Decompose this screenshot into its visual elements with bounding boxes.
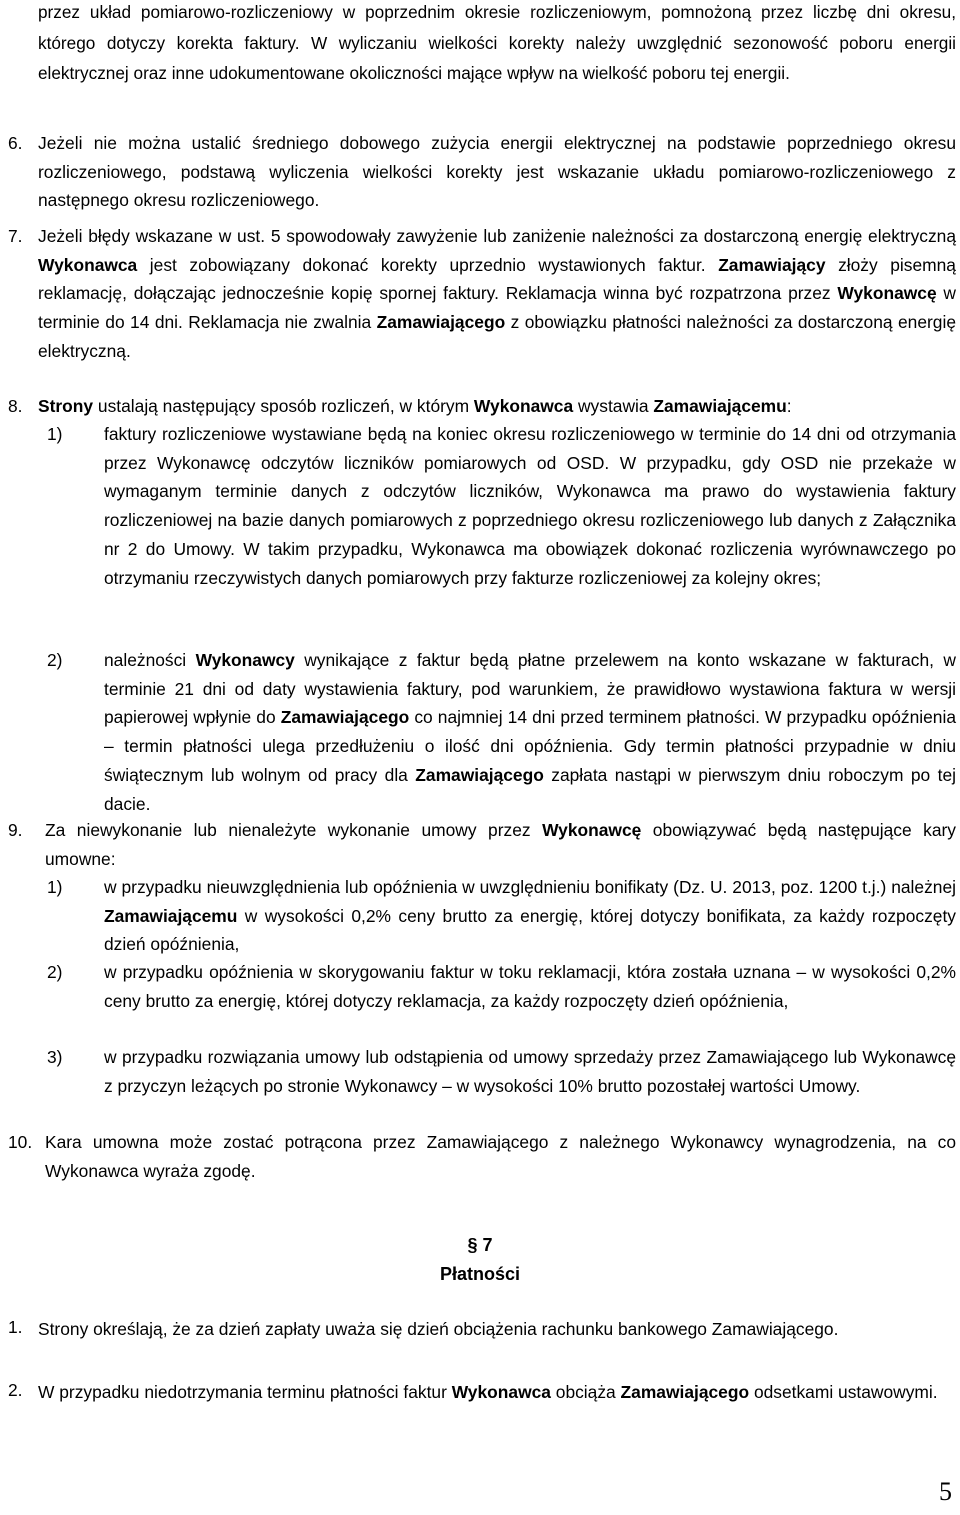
paragraph-8-item-2-number: 2) — [47, 650, 63, 670]
paragraph-9-item-3: w przypadku rozwiązania umowy lub odstąpienia od umowy sprzedaży przez Zamawiającego lub Wykonawcę z przyczyn leżących po stronie Wykonawcy – w wysokości 10% brutto pozostałej wartości Umowy. — [104, 1047, 956, 1096]
section-paragraph-2: W przypadku niedotrzymania terminu płatności faktur Wykonawca obciąża Zamawiającego odsetkami ustawowymi. — [38, 1382, 938, 1402]
paragraph-9-item-3-number: 3) — [47, 1047, 63, 1067]
section-title: Płatności — [439, 1264, 521, 1284]
section-number: § 7 — [467, 1235, 493, 1255]
paragraph-9-item-1-number: 1) — [47, 877, 63, 897]
paragraph-10: Kara umowna może zostać potrącona przez Zamawiającego z należnego Wykonawcy wynagrodzenia, na co Wykonawca wyraża zgodę. — [45, 1132, 956, 1181]
paragraph-10-number: 10. — [8, 1132, 33, 1152]
paragraph-8-item-1: faktury rozliczeniowe wystawiane będą na koniec okresu rozliczeniowego w terminie do 14 dni od otrzymania przez Wykonawcę odczytów liczników pomiarowych od OSD. W przypadku, gdy OSD nie przekaże w wymaganym terminie danych z odczytów liczników, Wykonawca ma prawo do wystawienia faktury rozliczeniowej na bazie danych pomiarowych z poprzedniego okresu rozliczeniowego lub danych z Załącznika nr 2 do Umowy. W takim przypadku, Wykonawca ma obowiązek dokonać rozliczenia wyrównawczego po otrzymaniu rzeczywistych danych pomiarowych przy fakturze rozliczeniowej za kolejny okres; — [104, 424, 956, 588]
paragraph-6-number: 6. — [8, 133, 23, 153]
paragraph-9-item-1: w przypadku nieuwzględnienia lub opóźnienia w uwzględnieniu bonifikaty (Dz. U. 2013, poz. 1200 t.j.) należnej Zamawiającemu w wysokości 0,2% ceny brutto za energię, której dotyczy bonifikata, za każdy rozpoczęty dzień opóźnienia, — [104, 877, 956, 955]
paragraph-9-number: 9. — [8, 820, 23, 840]
paragraph-9-item-2: w przypadku opóźnienia w skorygowaniu faktur w toku reklamacji, która została uznana – w wysokości 0,2% ceny brutto za energię, której dotyczy reklamacja, za każdy rozpoczęty dzień opóźnienia, — [104, 962, 956, 1011]
paragraph-6: Jeżeli nie można ustalić średniego dobowego zużycia energii elektrycznej na podstawie poprzedniego okresu rozliczeniowego, podstawą wyliczenia wielkości korekty jest wskazanie układu pomiarowo-rozliczeniowego z następnego okresu rozliczeniowego. — [38, 133, 956, 211]
paragraph-8-number: 8. — [8, 396, 23, 416]
section-paragraph-1-number: 1. — [8, 1317, 23, 1337]
paragraph-8: Strony ustalają następujący sposób rozliczeń, w którym Wykonawca wystawia Zamawiającemu: — [38, 396, 792, 416]
intro-paragraph: przez układ pomiarowo-rozliczeniowy w poprzednim okresie rozliczeniowym, pomnożoną przez liczbę dni okresu, którego dotyczy korekta faktury. W wyliczaniu wielkości korekty należy uwzględnić sezonowość poboru energii elektrycznej oraz inne udokumentowane okoliczności mające wpływ na wielkość poboru tej energii. — [38, 2, 956, 84]
paragraph-8-item-1-number: 1) — [47, 424, 63, 444]
page-number: 5 — [939, 1477, 952, 1506]
paragraph-8-item-2: należności Wykonawcy wynikające z faktur będą płatne przelewem na konto wskazane w fakturach, w terminie 21 dni od daty wystawienia faktury, pod warunkiem, że prawidłowo wystawiona faktura w wersji papierowej wpłynie do Zamawiającego co najmniej 14 dni przed terminem płatności. W przypadku opóźnienia – termin płatności ulega przedłużeniu o ilość dni opóźnienia. Gdy termin płatności przypadnie w dniu świątecznym lub wolnym od pracy dla Zamawiającego zapłata nastąpi w pierwszym dniu roboczym po tej dacie. — [104, 650, 956, 814]
paragraph-7-number: 7. — [8, 226, 23, 246]
paragraph-7: Jeżeli błędy wskazane w ust. 5 spowodowały zawyżenie lub zaniżenie należności za dostarczoną energię elektryczną Wykonawca jest zobowiązany dokonać korekty uprzednio wystawionych faktur. Zamawiający złoży pisemną reklamację, dołączając jednocześnie kopię spornej faktury. Reklamacja winna być rozpatrzona przez Wykonawcę w terminie do 14 dni. Reklamacja nie zwalnia Zamawiającego z obowiązku płatności należności za dostarczoną energię elektryczną. — [38, 226, 956, 361]
paragraph-9: Za niewykonanie lub nienależyte wykonanie umowy przez Wykonawcę obowiązywać będą następujące kary umowne: — [45, 820, 956, 869]
paragraph-9-item-2-number: 2) — [47, 962, 63, 982]
section-paragraph-2-number: 2. — [8, 1380, 23, 1400]
section-paragraph-1: Strony określają, że za dzień zapłaty uważa się dzień obciążenia rachunku bankowego Zamawiającego. — [38, 1319, 839, 1339]
